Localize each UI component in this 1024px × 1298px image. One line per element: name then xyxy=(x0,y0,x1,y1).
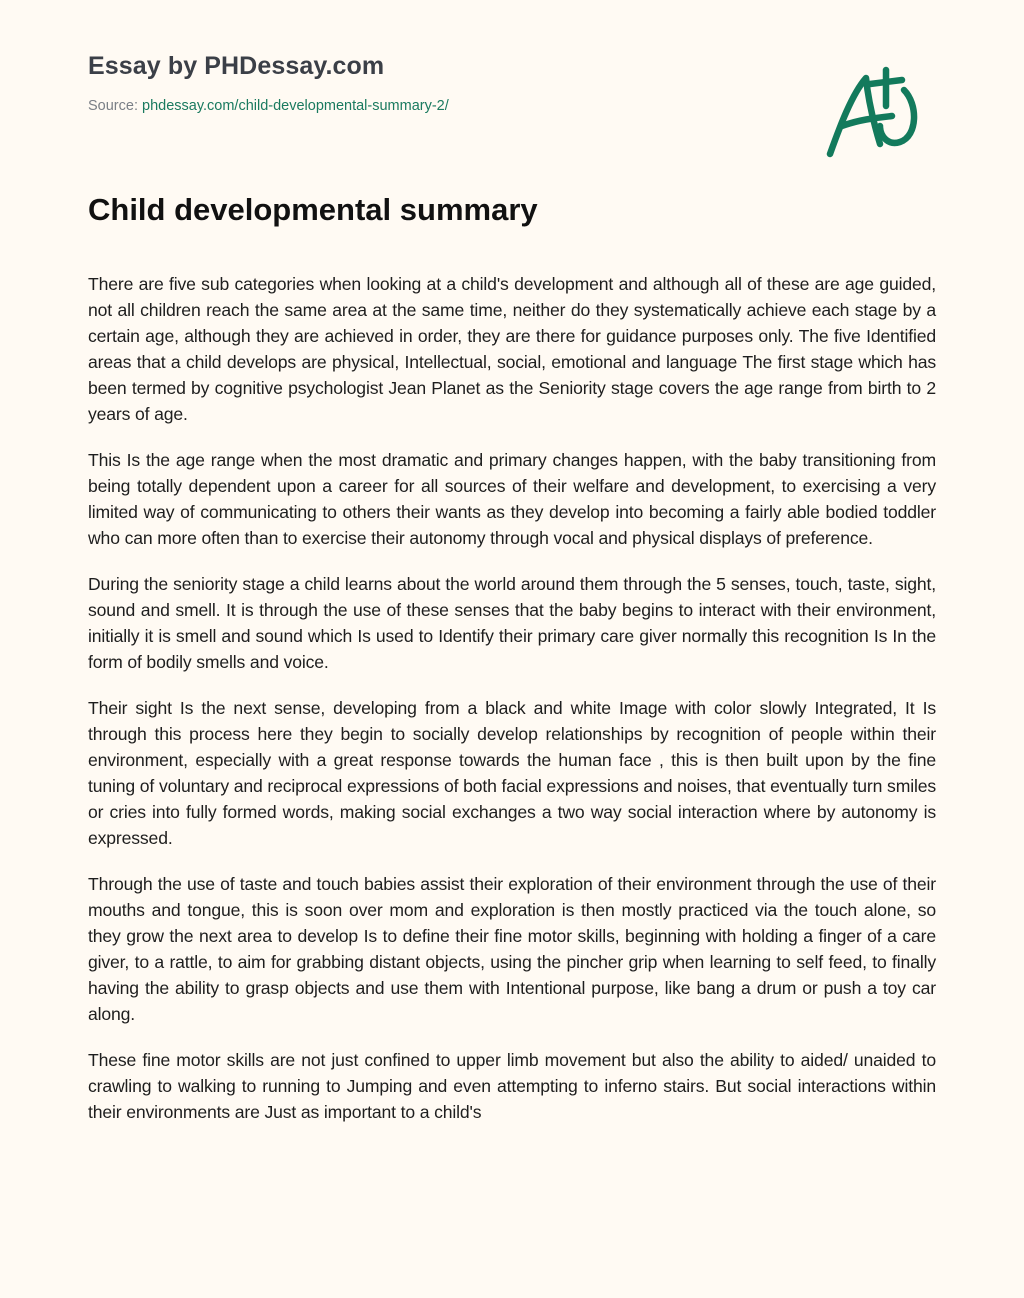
paragraph: There are five sub categories when looking at a child's development and although all of these are age guided, not all children reach the same area at the same time, neither do they systematically achieve each stage by a certain age, although they are achieved in order, they are there for guidance purposes only. The five Identified areas that a child develops are physical, Intellectual, social, emotional and language The first stage which has been termed by cognitive psychologist Jean Planet as the Seniority stage covers the age range from birth to 2 years of age. xyxy=(88,274,936,424)
paragraph: This Is the age range when the most dramatic and primary changes happen, with the baby transitioning from being totally dependent upon a career for all sources of their welfare and development, to exercising a very limited way of communicating to others their wants as they develop into becoming a fairly able bodied toddler who can more often than to exercise their autonomy through vocal and physical displays of preference. xyxy=(88,450,936,548)
paragraph: Their sight Is the next sense, developing from a black and white Image with color slowly Integrated, It Is through this process here they begin to socially develop relationships by recognition of people within their environment, especially with a great response towards the human face , this is then built upon by the fine tuning of voluntary and reciprocal expressions of both facial expressions and noises, that eventually turn smiles or cries into fully formed words, making social exchanges a two way social interaction where by autonomy is expressed. xyxy=(88,698,936,848)
article-body xyxy=(88,271,936,1145)
a-plus-grade-icon xyxy=(822,64,930,160)
page-header xyxy=(88,50,936,116)
article-title: Child developmental summary xyxy=(88,192,538,227)
paragraph: During the seniority stage a child learns about the world around them through the 5 senses, touch, taste, sight, sound and smell. It is through the use of these senses that the baby begins to interact with their environment, initially it is smell and sound which Is used to Identify their primary care giver normally this recognition Is In the form of bodily smells and voice. xyxy=(88,574,936,672)
paragraph: These fine motor skills are not just confined to upper limb movement but also the ability to aided/ unaided to crawling to walking to running to Jumping and even attempting to inferno stairs. But social interactions within their environments are Just as important to a child's xyxy=(88,1050,936,1122)
source-line xyxy=(88,96,936,116)
paragraph: Through the use of taste and touch babies assist their exploration of their environment through the use of their mouths and tongue, this is soon over mom and exploration is then mostly practiced via the touch alone, so they grow the next area to develop Is to define their fine motor skills, beginning with holding a finger of a care giver, to a rattle, to aim for grabbing distant objects, using the pincher grip when learning to self feed, to finally having the ability to grasp objects and use them with Intentional purpose, like bang a drum or push a toy car along. xyxy=(88,874,936,1024)
source-label: Source: xyxy=(88,98,142,114)
source-link[interactable]: phdessay.com/child-developmental-summary-2/ xyxy=(142,98,449,114)
site-brand: Essay by PHDessay.com xyxy=(88,52,385,80)
